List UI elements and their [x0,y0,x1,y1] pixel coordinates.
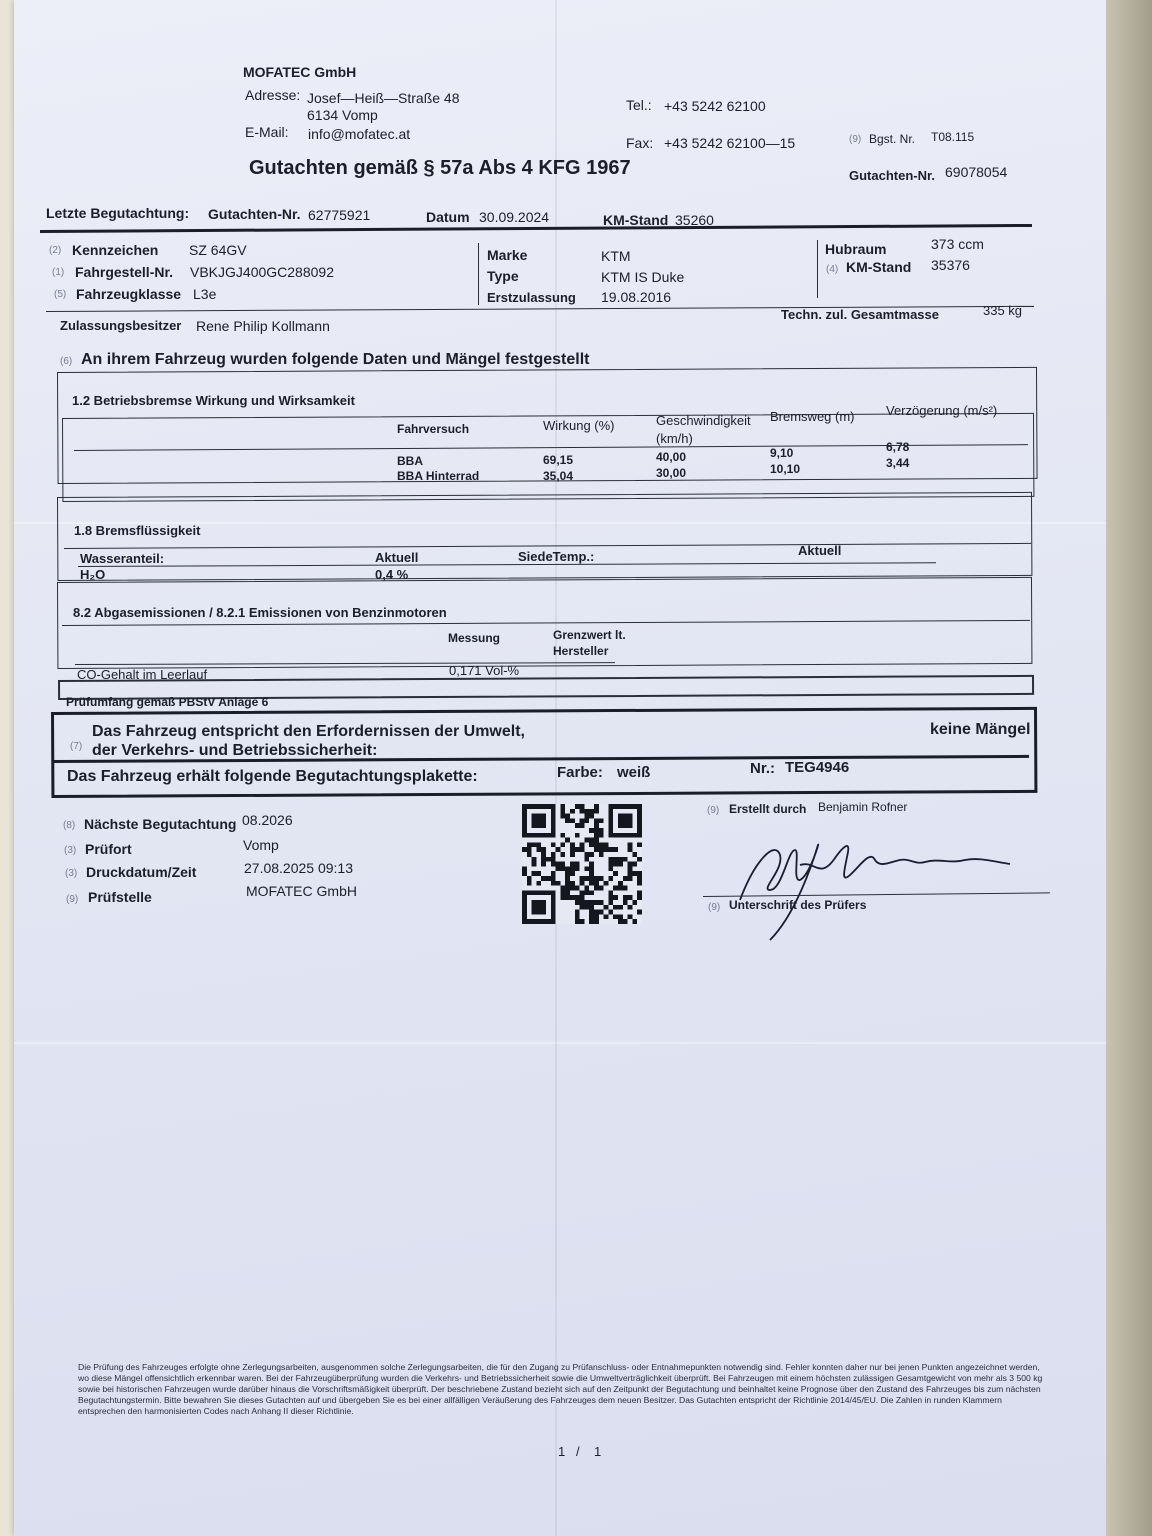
besitzer-value: Rene Philip Kollmann [196,318,330,334]
km-value: 35376 [931,257,970,273]
gutachten-nr-label: Gutachten-Nr. [849,168,935,183]
stelle-code: (9) [66,894,79,905]
klasse-value: L3e [193,286,217,302]
unterschrift-label: Unterschrift des Prüfers [729,898,867,912]
brake-header-fahrversuch: Fahrversuch [397,422,470,436]
page-current: 1 [558,1444,566,1459]
wasser-label: Wasseranteil: [80,551,165,566]
company-name: MOFATEC GmbH [243,64,357,80]
stelle-value: MOFATEC GmbH [246,883,357,899]
fgst-code: (1) [52,267,65,278]
druck-label: Druckdatum/Zeit [86,864,197,880]
type-label: Type [487,268,519,284]
brake-header-speed-unit: (km/h) [656,431,693,446]
last-date-label: Datum [426,209,470,225]
qr-code [522,804,642,924]
last-km-label: KM-Stand [603,212,669,228]
klasse-label: Fahrzeugklasse [76,286,182,302]
result-line-1: Das Fahrzeug entspricht den Erfordernissen der Umwelt, [92,723,525,740]
page-separator: / [576,1444,580,1459]
grenzwert-label: Grenzwert lt. [553,628,626,642]
brake-row-name: BBA [397,454,423,468]
plakette-nr-value: TEG4946 [785,759,850,776]
fax-value: +43 5242 62100—15 [664,135,796,151]
last-inspection-label: Letzte Begutachtung: [46,205,190,221]
gutachten-nr-value: 69078054 [945,164,1008,180]
fluid-section [57,492,1032,581]
tel-value: +43 5242 62100 [664,98,766,114]
address-street: Josef—Heiß—Straße 48 [307,90,460,106]
address-label: Adresse: [245,87,301,103]
klasse-code: (5) [54,289,67,300]
bgst-label: Bgst. Nr. [869,132,916,146]
emissions-title: 8.2 Abgasemissionen / 8.2.1 Emissionen von Benzinmotoren [73,605,447,620]
ort-code: (3) [64,845,77,856]
fgst-label: Fahrgestell-Nr. [75,264,174,280]
page-total: 1 [594,1444,602,1459]
last-km-value: 35260 [675,212,714,228]
next-label: Nächste Begutachtung [84,816,237,832]
next-code: (8) [63,820,76,831]
bgst-code: (9) [849,134,862,145]
tel-label: Tel.: [626,97,652,113]
marke-label: Marke [487,247,528,263]
hubraum-label: Hubraum [825,241,887,257]
stelle-label: Prüfstelle [88,889,152,905]
brake-row-wirkung: 35,04 [543,469,574,483]
brake-row-weg: 9,10 [770,446,794,460]
fgst-value: VBKJGJ400GC288092 [190,264,334,280]
scope-text: Prüfumfang gemäß PBStV Anlage 6 [66,695,269,709]
marke-value: KTM [601,248,631,264]
siede-label: SiedeTemp.: [518,549,595,564]
brake-row-name: BBA Hinterrad [397,469,480,483]
km-label: KM-Stand [846,259,912,275]
ort-value: Vomp [243,837,279,853]
document-title: Gutachten gemäß § 57a Abs 4 KFG 1967 [249,157,631,179]
kennzeichen-code: (2) [49,245,62,256]
last-nr-label: Gutachten-Nr. [208,206,301,222]
brake-header-weg: Bremsweg (m) [770,409,855,424]
gesamtmasse-value: 335 kg [983,303,1023,318]
besitzer-label: Zulassungsbesitzer [60,318,182,333]
aktuell2-label: Aktuell [798,543,842,558]
kennzeichen-label: Kennzeichen [72,242,159,258]
result-line-2: der Verkehrs- und Betriebssicherheit: [92,742,378,759]
druck-value: 27.08.2025 09:13 [244,860,353,876]
email-value: info@mofatec.at [308,126,411,142]
plakette-label: Das Fahrzeug erhält folgende Begutachtungsplakette: [67,768,478,785]
brake-row-speed: 30,00 [656,466,687,480]
hubraum-value: 373 ccm [931,236,984,252]
erstzulassung-value: 19.08.2016 [601,289,672,305]
gesamtmasse-label: Techn. zul. Gesamtmasse [781,307,939,322]
type-value: KTM IS Duke [601,269,685,285]
erstellt-code: (9) [707,805,720,816]
address-city: 6134 Vomp [307,107,378,123]
brake-header-wirkung: Wirkung (%) [543,418,615,433]
background-edge [1106,0,1152,1536]
brake-row-verz: 6,78 [886,440,910,454]
co-value: 0,171 Vol-% [449,663,520,678]
brake-row-verz: 3,44 [886,456,910,470]
result-verdict: keine Mängel [930,721,1031,738]
h2o-value: 0,4 % [375,567,409,582]
bgst-value: T08.115 [931,130,975,144]
last-nr-value: 62775921 [308,207,371,223]
druck-code: (3) [65,868,78,879]
brake-title: 1.2 Betriebsbremse Wirkung und Wirksamkeit [72,393,355,408]
brake-row-weg: 10,10 [770,462,801,476]
divider [478,243,479,305]
unterschrift-code: (9) [708,902,721,913]
farbe-label: Farbe: [557,764,603,781]
ort-label: Prüfort [85,841,132,857]
h2o-label: H₂O [80,567,106,582]
farbe-value: weiß [617,764,651,781]
erstellt-value: Benjamin Rofner [818,800,908,814]
brake-row-speed: 40,00 [656,450,687,464]
signature [700,820,1060,950]
messung-label: Messung [448,631,501,645]
brake-header-speed: Geschwindigkeit [656,413,751,428]
brake-row-wirkung: 69,15 [543,453,574,467]
co-label: CO-Gehalt im Leerlauf [77,667,208,682]
findings-code: (6) [60,356,73,367]
erstellt-label: Erstellt durch [729,802,807,816]
fluid-title: 1.8 Bremsflüssigkeit [74,523,201,538]
divider [817,240,818,298]
erstzulassung-label: Erstzulassung [487,290,576,305]
plakette-nr-label: Nr.: [750,760,776,777]
fax-label: Fax: [626,135,654,151]
grenzwert-label-2: Hersteller [553,644,609,658]
aktuell-label: Aktuell [375,550,419,565]
result-code: (7) [70,741,83,752]
fold-line [14,1042,1106,1044]
email-label: E-Mail: [245,124,289,140]
km-code: (4) [826,264,839,275]
brake-header-verz: Verzögerung (m/s²) [886,403,998,418]
disclaimer-text: Die Prüfung des Fahrzeuges erfolgte ohne Zerlegungsarbeiten, ausgenommen solche Zerlegungsarbeiten, die für den Zugang zu Prüfanschluss- oder Entnahmepunkten notwendig sind. Fehler konnten daher nur bei jenen Punkten angezeichnet werden, wo diese Mängel offensichtlich erkennbar waren. Bei der Fahrzeugüberprüfung wurden die Verkehrs- und Betriebssicherheit sowie die Umweltverträglichkeit überprüft. Bei Fahrzeugen mit einem höchsten zulässigen Gesamtgewicht von mehr als 3 500 kg sowie bei historischen Fahrzeugen wurde darüber hinaus die Vorschriftsmäßigkeit überprüft. Der beschriebene Zustand bezieht sich auf den Zeitpunkt der Begutachtung und beinhaltet keine Prognose über den Zustand des Fahrzeuges bis zum nächsten Begutachtungstermin. Bitte bewahren Sie dieses Gutachten auf und übergeben Sie es bei einer allfälligen Veräußerung des Fahrzeuges dem neuen Besitzer. Das Gutachten entspricht der Richtlinie 2014/45/EU. Die Zahlen in runden Klammern entsprechen den harmonisierten Codes nach Anhang II dieser Richtlinie. [78,1362,1043,1416]
findings-title: An ihrem Fahrzeug wurden folgende Daten und Mängel festgestellt [81,351,590,368]
last-date-value: 30.09.2024 [479,209,550,225]
next-value: 08.2026 [242,812,293,828]
kennzeichen-value: SZ 64GV [189,242,247,258]
